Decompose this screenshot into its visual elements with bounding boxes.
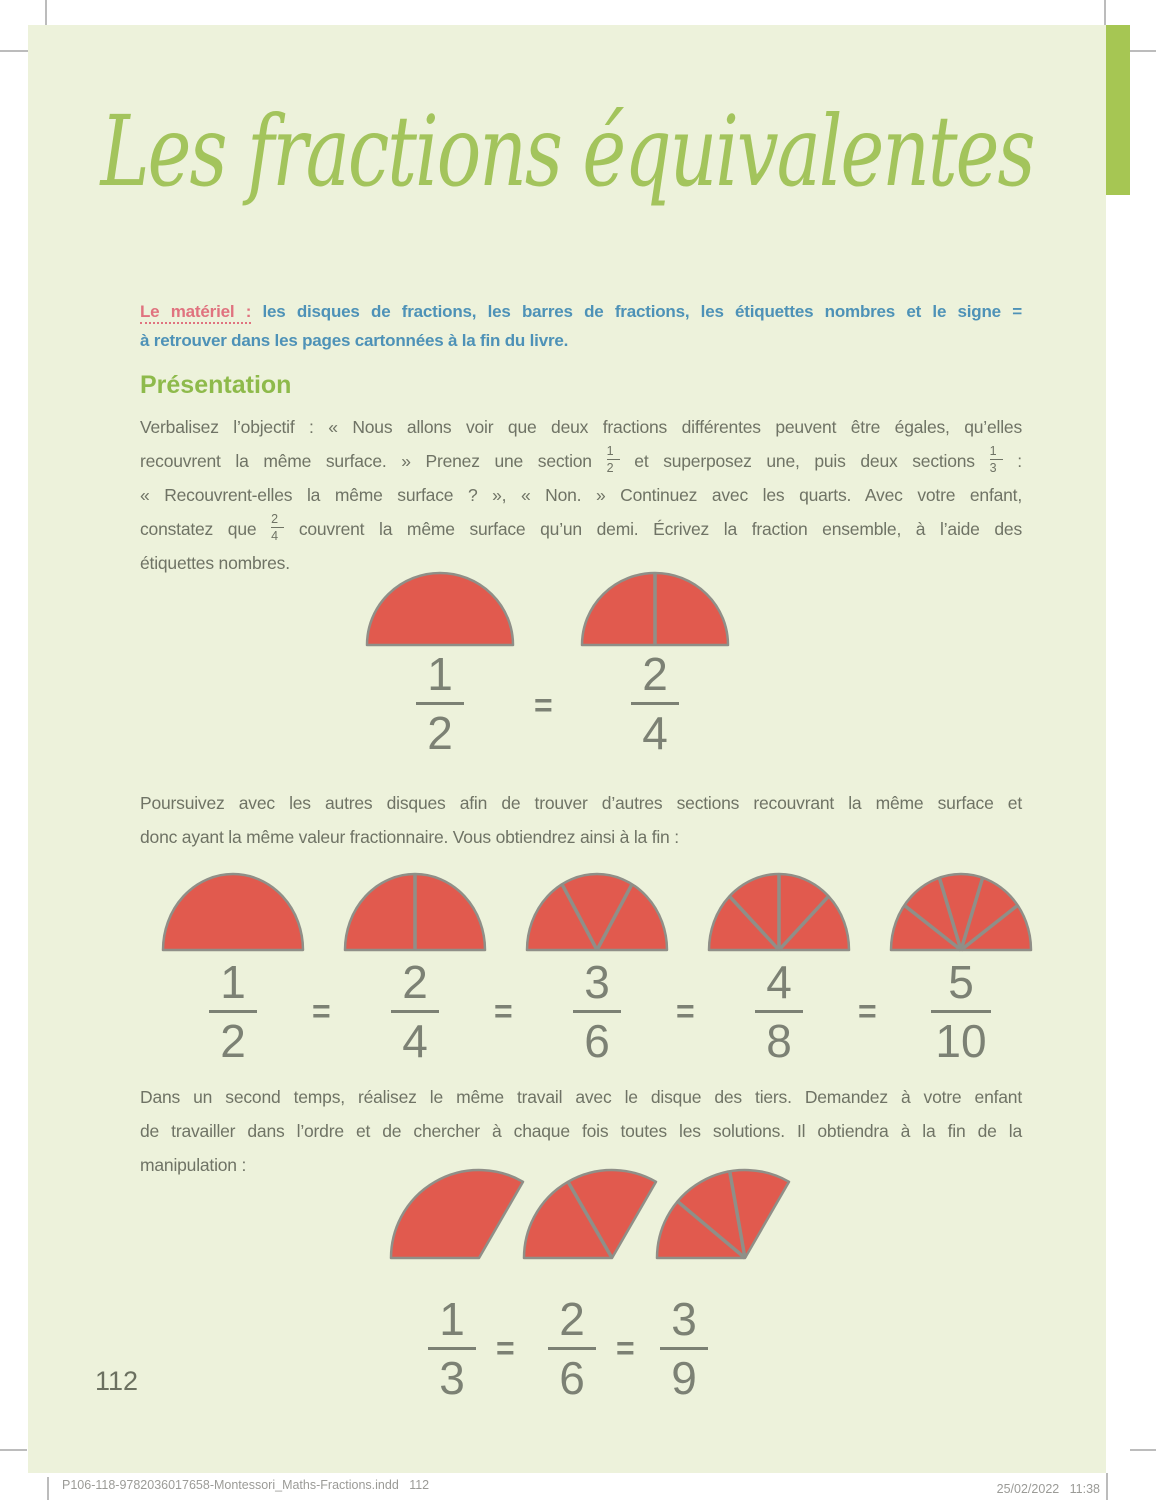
paragraph-line: Verbalisez l’objectif : « Nous allons voir que deux fractions différentes peuvent être égales, qu’elles bbox=[140, 417, 1022, 437]
fraction-bar bbox=[755, 1010, 803, 1013]
equals-sign: = bbox=[312, 993, 331, 1029]
print-file-info: P106-118-9782036017658-Montessori_Maths-Fractions.indd 112 bbox=[62, 1478, 430, 1492]
equals-sign: = bbox=[534, 687, 553, 723]
materiel-line-1 bbox=[140, 297, 1022, 326]
fraction-bar bbox=[548, 1347, 596, 1350]
text-segment: couvrent la même surface qu’un demi. Écrivez la fraction ensemble, à l’aide des bbox=[298, 519, 1022, 539]
paragraph-second-temps bbox=[140, 1080, 1022, 1182]
fraction-numerator: 1 bbox=[439, 1293, 465, 1345]
inline-fraction-one-half: $\frac{1}{2}$ bbox=[607, 443, 620, 477]
fraction-bar bbox=[416, 702, 464, 705]
fraction-bar bbox=[660, 1347, 708, 1350]
fraction-bar bbox=[391, 1010, 439, 1013]
fraction-numerator: 5 bbox=[948, 956, 974, 1008]
fraction-numerator: 1 bbox=[427, 648, 453, 700]
fraction-bar bbox=[931, 1010, 991, 1013]
crop-mark-top-right-h bbox=[1130, 50, 1156, 52]
text-segment: : bbox=[1017, 451, 1022, 471]
fraction-denominator: 6 bbox=[559, 1352, 585, 1404]
materiel-text-2: à retrouver dans les pages cartonnées à la fin du livre. bbox=[140, 331, 569, 350]
paragraph-line bbox=[140, 512, 1022, 546]
fraction-numerator: 3 bbox=[671, 1293, 697, 1345]
materiel-text-1: les disques de fractions, les barres de fractions, les étiquettes nombres et le signe = bbox=[262, 302, 1022, 321]
presentation-heading: Présentation bbox=[140, 371, 292, 399]
fraction-numerator: 1 bbox=[220, 956, 246, 1008]
materiel-line-2 bbox=[140, 326, 1022, 355]
paragraph-poursuivez bbox=[140, 786, 1022, 854]
text-segment: constatez que bbox=[140, 519, 257, 539]
paragraph-presentation bbox=[140, 410, 1022, 580]
materiel-label: Le matériel : bbox=[140, 302, 251, 324]
paragraph-line: « Recouvrent-elles la même surface ? », « Non. » Continuez avec les quarts. Avec votre enfant, bbox=[140, 485, 1022, 505]
crop-mark-bottom-right-h bbox=[1130, 1449, 1156, 1451]
crop-mark-top-left-v bbox=[45, 0, 47, 27]
fraction-display bbox=[565, 958, 629, 1065]
fraction-display bbox=[420, 1295, 484, 1402]
fraction-bar bbox=[573, 1010, 621, 1013]
crop-mark-bottom-right-v bbox=[1106, 1473, 1108, 1500]
text-segment: et superposez une, puis deux sections bbox=[634, 451, 975, 471]
fraction-bar bbox=[209, 1010, 257, 1013]
paragraph-line bbox=[140, 444, 1022, 478]
fraction-denominator: 8 bbox=[766, 1015, 792, 1067]
inline-fraction-one-third: $\frac{1}{3}$ bbox=[990, 443, 1003, 477]
print-timestamp: 25/02/2022 11:38 bbox=[996, 1482, 1100, 1496]
fraction-denominator: 2 bbox=[427, 707, 453, 759]
fraction-display bbox=[747, 958, 811, 1065]
equals-sign: = bbox=[676, 993, 695, 1029]
crop-mark-bottom-left-h bbox=[0, 1449, 27, 1451]
fraction-display bbox=[408, 650, 472, 757]
fraction-denominator: 6 bbox=[584, 1015, 610, 1067]
fraction-numerator: 2 bbox=[642, 648, 668, 700]
fraction-display bbox=[652, 1295, 716, 1402]
text-segment: recouvrent la même surface. » Prenez une section bbox=[140, 451, 592, 471]
fraction-bar bbox=[631, 702, 679, 705]
paragraph-line: manipulation : bbox=[140, 1155, 247, 1175]
fraction-numerator: 2 bbox=[559, 1293, 585, 1345]
fraction-numerator: 2 bbox=[402, 956, 428, 1008]
fraction-display bbox=[540, 1295, 604, 1402]
crop-mark-top-right-v bbox=[1104, 0, 1106, 25]
fraction-denominator: 10 bbox=[935, 1015, 987, 1067]
page-title: Les fractions équivalentes bbox=[100, 95, 1034, 210]
fraction-numerator: 4 bbox=[766, 956, 792, 1008]
equals-sign: = bbox=[494, 993, 513, 1029]
inline-fraction-two-fourths: $\frac{2}{4}$ bbox=[271, 511, 284, 545]
fraction-denominator: 2 bbox=[220, 1015, 246, 1067]
fraction-denominator: 3 bbox=[439, 1352, 465, 1404]
fraction-denominator: 4 bbox=[642, 707, 668, 759]
page-number: 112 bbox=[95, 1366, 139, 1396]
crop-mark-bottom-left-v bbox=[47, 1477, 49, 1500]
fraction-denominator: 9 bbox=[671, 1352, 697, 1404]
fraction-bar bbox=[428, 1347, 476, 1350]
fraction-display bbox=[623, 650, 687, 757]
paragraph-line: donc ayant la même valeur fractionnaire. Vous obtiendrez ainsi à la fin : bbox=[140, 827, 679, 847]
paragraph-line: Dans un second temps, réalisez le même travail avec le disque des tiers. Demandez à votre enfant bbox=[140, 1087, 1022, 1107]
materiel-block bbox=[140, 297, 1022, 355]
fraction-denominator: 4 bbox=[402, 1015, 428, 1067]
fraction-display bbox=[929, 958, 993, 1065]
crop-mark-top-left-h bbox=[0, 50, 30, 52]
paragraph-line: étiquettes nombres. bbox=[140, 553, 290, 573]
fraction-display bbox=[383, 958, 447, 1065]
fraction-display bbox=[201, 958, 265, 1065]
equals-sign: = bbox=[616, 1330, 635, 1366]
fraction-numerator: 3 bbox=[584, 956, 610, 1008]
equals-sign: = bbox=[496, 1330, 515, 1366]
equals-sign: = bbox=[858, 993, 877, 1029]
page-background bbox=[28, 25, 1106, 1473]
paragraph-line: de travailler dans l’ordre et de chercher à chaque fois toutes les solutions. Il obtiendra à la fin de la bbox=[140, 1121, 1022, 1141]
paragraph-line: Poursuivez avec les autres disques afin de trouver d’autres sections recouvrant la même surface et bbox=[140, 793, 1022, 813]
